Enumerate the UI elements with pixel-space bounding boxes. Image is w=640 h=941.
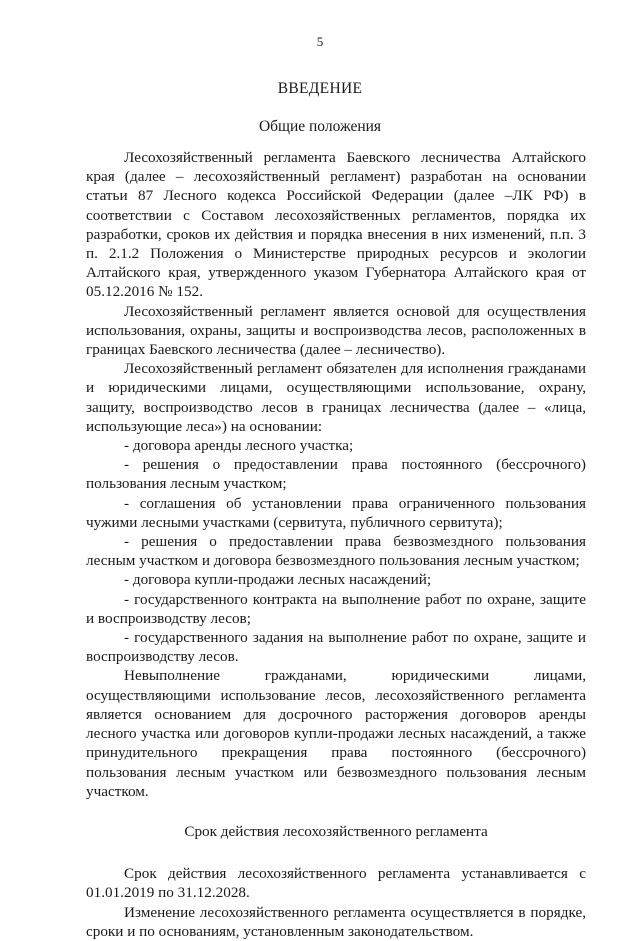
- paragraph: Лесохозяйственный регламент является основой для осуществления использования, охраны, защиты и воспроизводства лесов, расположенных в границах Баевского лесничества (далее – лесничество).: [86, 302, 586, 359]
- paragraph: Срок действия лесохозяйственного регламента устанавливается с 01.01.2019 по 31.12.2028.: [86, 865, 586, 902]
- section-heading-general-provisions: Общие положения: [258, 118, 382, 135]
- section-heading-validity-period: Срок действия лесохозяйственного регламента: [184, 822, 488, 840]
- paragraph: Лесохозяйственный регламента Баевского лесничества Алтайского края (далее – лесохозяйственный регламент) разработан на основании статьи 87 Лесного кодекса Российской Федерации (далее –ЛК РФ) в соответствии с Составом лесохозяйственных регламентов, порядка их разработки, сроков их действия и порядка внесения в них изменений, п.п. 3 п. 2.1.2 Положения о Министерстве природных ресурсов и экологии Алтайского края, утвержденного указом Губернатора Алтайского края от 05.12.2016 № 152.: [86, 149, 586, 301]
- list-item: - государственного контракта на выполнение работ по охране, защите и воспроизводству лесов;: [86, 590, 586, 627]
- list-item: - государственного задания на выполнение работ по охране, защите и воспроизводству лесов.: [86, 629, 586, 666]
- list-item: - решения о предоставлении права постоянного (бессрочного) пользования лесным участком;: [86, 456, 586, 493]
- paragraph: Изменение лесохозяйственного регламента осуществляется в порядке, сроки и по основаниям, установленным законодательством.: [86, 903, 586, 940]
- list-item: - решения о предоставлении права безвозмездного пользования лесным участком и договора безвозмездного пользования лесным участком;: [86, 533, 586, 570]
- paragraph: Невыполнение гражданами, юридическими лицами, осуществляющими использование лесов, лесохозяйственного регламента является основанием для досрочного расторжения договоров аренды лесного участка или договоров купли-продажи лесных насаждений, а также принудительного прекращения права постоянного (бессрочного) пользования лесным участком или безвозмездного пользования лесным участком.: [86, 667, 586, 800]
- document-heading: ВВЕДЕНИЕ: [277, 80, 363, 97]
- page-number: 5: [316, 34, 324, 49]
- list-item: - соглашения об установлении права ограниченного пользования чужими лесными участками (сервитута, публичного сервитута);: [86, 494, 586, 531]
- document-body: [86, 148, 586, 941]
- list-item: - договора купли-продажи лесных насаждений;: [124, 571, 432, 589]
- paragraph: Лесохозяйственный регламент обязателен для исполнения гражданами и юридическими лицами, осуществляющими использование, охрану, защиту, воспроизводство лесов в границах лесничества (далее – «лица, использующие леса») на основании:: [86, 360, 586, 435]
- list-item: - договора аренды лесного участка;: [124, 437, 354, 455]
